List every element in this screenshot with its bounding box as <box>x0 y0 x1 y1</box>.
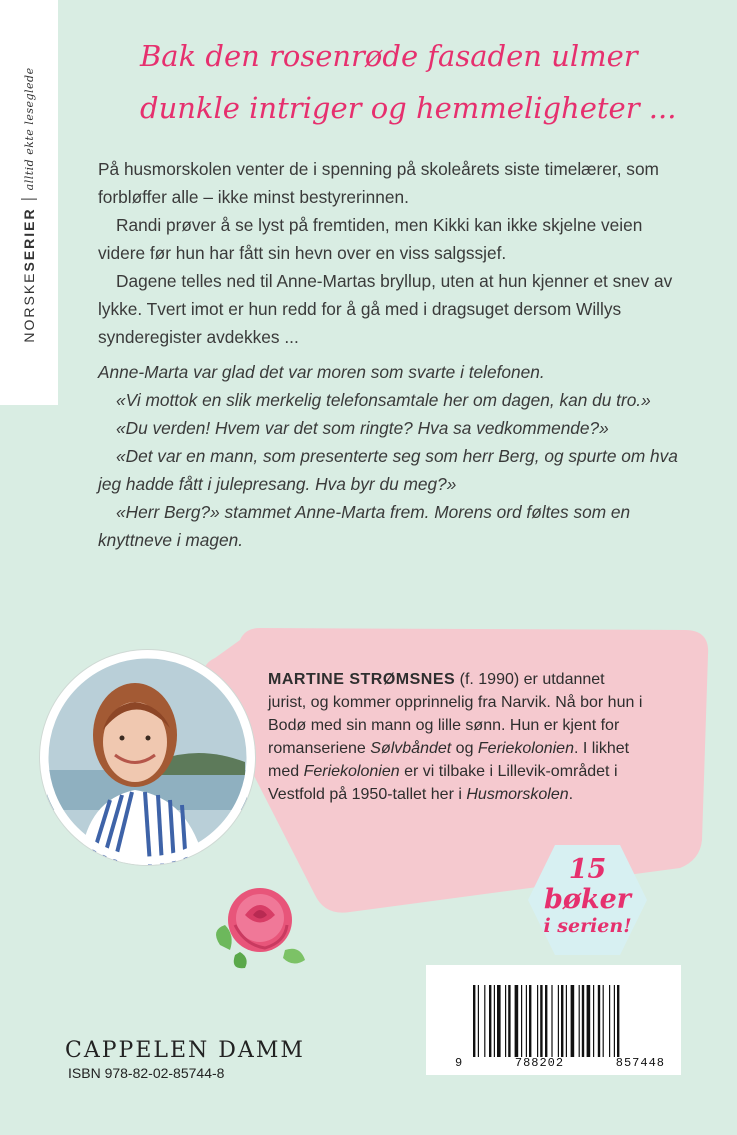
series-count-badge-text <box>535 855 640 937</box>
barcode-digit-group: 857448 <box>615 1056 665 1070</box>
book-title: Husmorskolen <box>466 786 569 803</box>
bio-text: . I likhet med <box>268 740 630 780</box>
author-photo-image <box>40 650 255 865</box>
author-photo <box>40 650 255 865</box>
rose-illustration-icon <box>205 870 315 980</box>
excerpt-paragraph: «Vi mottok en slik merkelig telefonsamtale her om dagen, kan du tro.» <box>116 390 651 410</box>
series-count-label: i serien! <box>543 915 632 937</box>
author-name: MARTINE STRØMSNES <box>268 671 456 688</box>
bio-text: og <box>451 740 478 757</box>
series-title: Feriekolonien <box>303 763 400 780</box>
excerpt-paragraph: «Herr Berg?» stammet Anne-Marta frem. Morens ord føltes som en knyttneve i magen. <box>98 502 631 550</box>
excerpt-paragraph: Anne-Marta var glad det var moren som svarte i telefonen. <box>98 362 545 382</box>
blurb-paragraph: På husmorskolen venter de i spenning på skoleårets siste timelærer, som forbløffer alle – ikke minst bestyrerinnen. <box>98 159 659 207</box>
barcode-digit-group: 9 <box>455 1056 464 1070</box>
series-title: Sølvbåndet <box>370 740 452 757</box>
series-brand-light: NORSKE <box>21 271 37 343</box>
tagline <box>140 30 710 134</box>
bio-text: er vi tilbake i Lillevik-området i Vestfold på 1950-tallet her i <box>268 763 618 803</box>
author-bio <box>268 668 643 806</box>
barcode <box>473 985 663 1057</box>
barcode-digits <box>455 1056 665 1070</box>
excerpt-paragraph: «Du verden! Hvem var det som ringte? Hva sa vedkommende?» <box>116 418 609 438</box>
blurb <box>98 155 683 351</box>
series-title: Feriekolonien <box>477 740 574 757</box>
publisher-logo: CAPPELEN DAMM <box>65 1038 305 1063</box>
series-divider <box>21 198 37 199</box>
blurb-paragraph: Randi prøver å se lyst på fremtiden, men Kikki kan ikke skjelne veien videre før hun har fått sin hevn over en viss salgssjef. <box>98 215 643 263</box>
bio-text: . <box>568 786 574 803</box>
excerpt-paragraph: «Det var en mann, som presenterte seg som herr Berg, og spurte om hva jeg hadde fått i julepresang. Hva byr du meg?» <box>98 446 678 494</box>
isbn: ISBN 978-82-02-85744-8 <box>68 1065 225 1081</box>
excerpt <box>98 358 683 554</box>
barcode-digit-group: 788202 <box>514 1056 565 1070</box>
bio-text: (f. 1990) er utdannet jurist, og kommer opprinnelig fra Narvik. Nå bor hun i Bodø med sin mann og lille sønn. Hun er kjent for romanseriene <box>268 671 643 757</box>
series-label-strip <box>0 0 58 405</box>
tagline-line-2: dunkle intriger og hemmeligheter ... <box>140 91 677 125</box>
series-brand-bold: SERIER <box>21 207 37 272</box>
series-count: 15 bøker <box>544 854 631 915</box>
series-motto: alltid ekte leseglede <box>22 67 36 191</box>
series-brand <box>21 67 37 342</box>
tagline-line-1: Bak den rosenrøde fasaden ulmer <box>140 39 638 73</box>
blurb-paragraph: Dagene telles ned til Anne-Martas bryllup, uten at hun kjenner et snev av lykke. Tvert imot er hun redd for å gå med i dragsuget dersom Willys synderegister avdekkes ... <box>98 271 673 347</box>
